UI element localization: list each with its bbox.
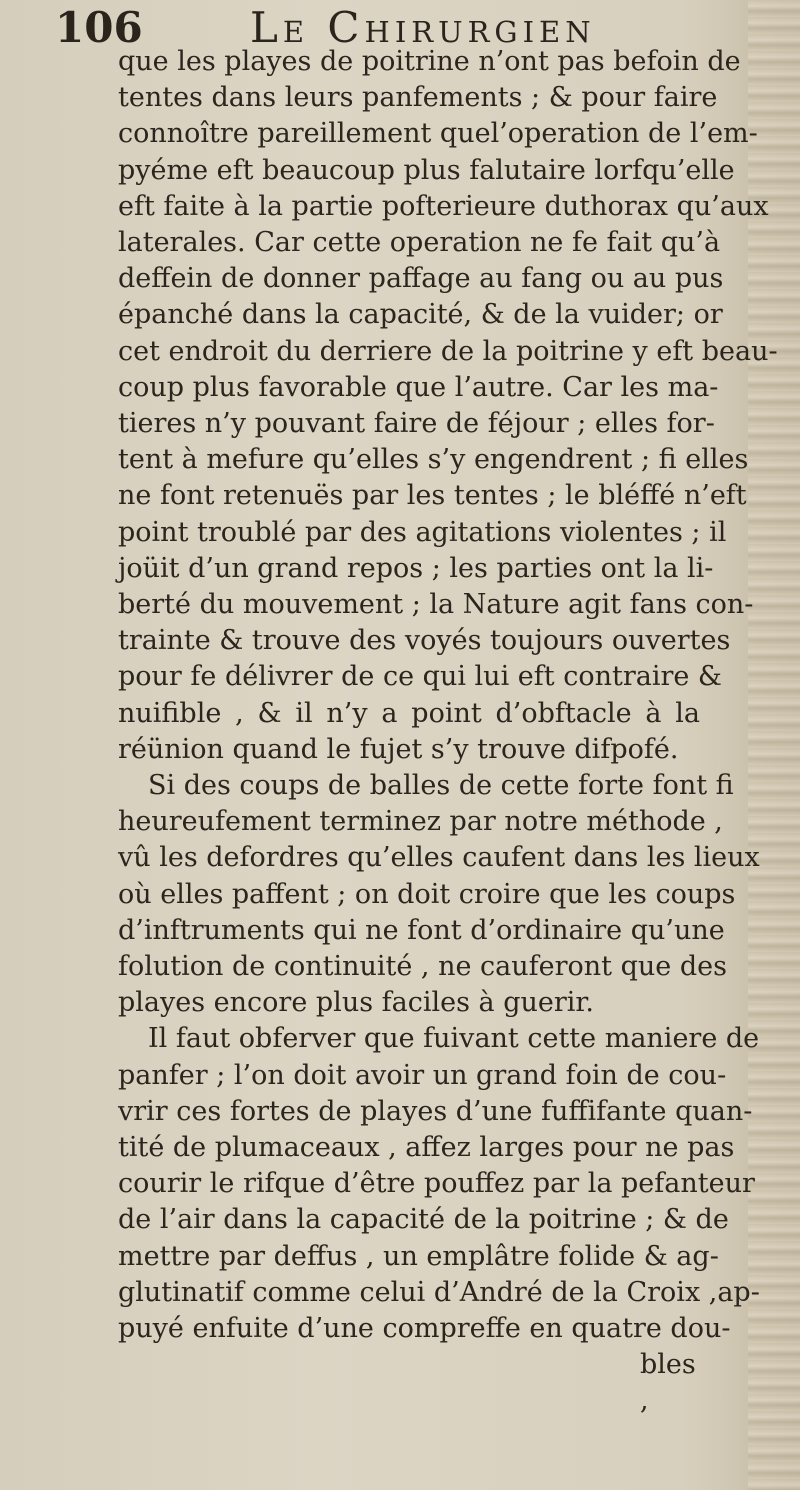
text-line: tieres n’y pouvant faire de féjour ; elles for- [118, 408, 715, 439]
text-line: où elles paffent ; on doit croire que les coups [118, 878, 736, 910]
text-line: playes encore plus faciles à guerir. [118, 987, 594, 1019]
text-line: de l’air dans la capacité de la poitrine ; & de [118, 1204, 729, 1236]
text-line: heureufement terminez par notre méthode , [118, 806, 723, 838]
text-line: point troublé par des agitations violentes ; il [118, 516, 727, 548]
text-line: glutinatif comme celui d’André de la Croix ,ap- [118, 1276, 760, 1308]
text-line: ne font retenuës par les tentes ; le bléffé n’eft [118, 480, 747, 512]
text-line: panfer ; l’on doit avoir un grand foin de cou- [118, 1059, 727, 1091]
text-line: que les playes de poitrine n’ont pas befoin de [118, 46, 741, 77]
running-title: Le Chirurgien [250, 3, 596, 52]
text-line: berté du mouvement ; la Nature agit fans con- [118, 589, 754, 620]
text-line: puyé enfuite d’une compreffe en quatre dou- [118, 1313, 731, 1344]
text-line: mettre par deffus , un emplâtre folide & ag- [118, 1240, 719, 1272]
text-line: réünion quand le fujet s’y trouve difpofé. [118, 733, 679, 765]
text-line: épanché dans la capacité, & de la vuider; or [118, 299, 723, 331]
text-line: laterales. Car cette operation ne fe fait qu’à [118, 227, 721, 258]
text-line: pour fe délivrer de ce qui lui eft contraire & [118, 661, 722, 693]
text-line: Si des coups de balles de cette forte font fi [148, 770, 734, 801]
text-line: joüit d’un grand repos ; les parties ont la li- [118, 552, 714, 584]
text-line: folution de continuité , ne cauferont que des [118, 951, 727, 982]
text-line: Il faut obferver que fuivant cette maniere de [148, 1023, 760, 1055]
text-line: deffein de donner paffage au fang ou au pus [118, 263, 724, 295]
text-line: connoître pareillement quel’operation de l’em- [118, 118, 758, 150]
text-line: courir le rifque d’être pouffez par la pefanteur [118, 1168, 755, 1200]
text-line: tentes dans leurs panfements ; & pour faire [118, 82, 718, 114]
text-line: vû les defordres qu’elles caufent dans les lieux [118, 842, 760, 874]
catchword: bles , [640, 1349, 696, 1417]
text-line: vrir ces fortes de playes d’une fuffifante quan- [118, 1095, 753, 1127]
text-line: tent à mefure qu’elles s’y engendrent ; fi elles [118, 444, 749, 476]
text-line: cet endroit du derriere de la poitrine y eft beau- [118, 335, 778, 367]
page-number: 106 [55, 3, 143, 52]
text-line: trainte & trouve des voyés toujours ouvertes [118, 625, 731, 657]
text-line: nuifible , & il n’y a point d’obftacle à la [118, 697, 700, 729]
text-line: eft faite à la partie pofterieure duthorax qu’aux [118, 190, 769, 222]
text-line: pyéme eft beaucoup plus falutaire lorfqu’elle [118, 154, 735, 186]
text-line: coup plus favorable que l’autre. Car les ma- [118, 371, 719, 403]
text-line: d’inftruments qui ne font d’ordinaire qu’une [118, 914, 725, 946]
text-line: tité de plumaceaux , affez larges pour ne pas [118, 1132, 735, 1163]
